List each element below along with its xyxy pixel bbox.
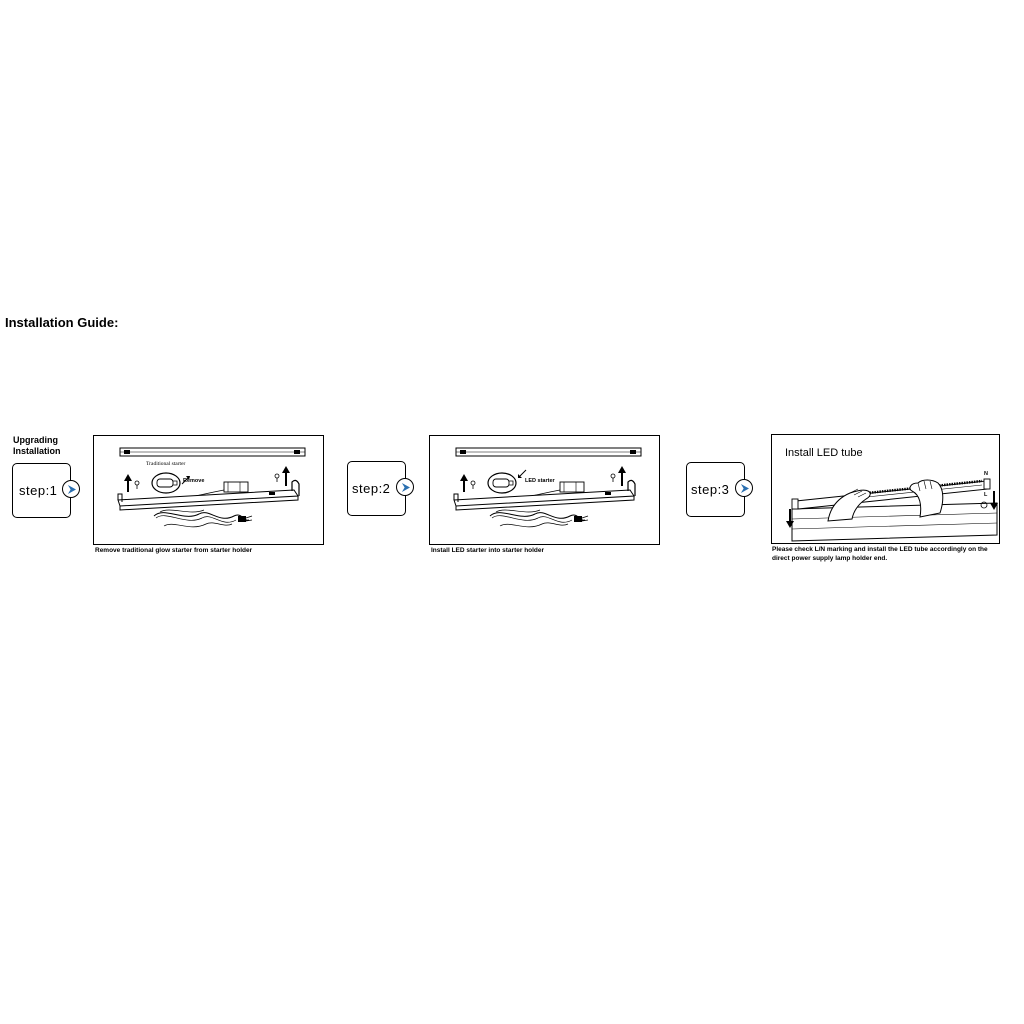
line-marker-label: L <box>984 492 988 498</box>
page-title: Installation Guide: <box>5 315 119 330</box>
step-2-label: step:2 <box>352 481 391 496</box>
step-1-panel <box>93 435 324 545</box>
upgrading-label-line2: Installation <box>13 446 61 456</box>
step-1-caption: Remove traditional glow starter from starter holder <box>95 547 253 554</box>
step-3-caption-line2: direct power supply lamp holder end. <box>772 555 888 562</box>
led-starter-label: LED starter <box>525 478 555 484</box>
traditional-starter-label: Traditional starter <box>146 461 186 467</box>
play-arrow-icon <box>67 485 76 494</box>
remove-label: Remove <box>183 478 205 484</box>
step-3-caption-line1: Please check L/N marking and install the LED tube accordingly on the <box>772 546 988 553</box>
step-2-caption: Install LED starter into starter holder <box>431 547 545 554</box>
step-3-caption <box>772 545 1022 563</box>
step-3-label: step:3 <box>691 482 730 497</box>
upgrading-installation-label <box>13 435 83 457</box>
step-1-arrow-button[interactable] <box>62 480 80 498</box>
upgrading-label-line1: Upgrading <box>13 435 58 445</box>
step-3-arrow-button[interactable] <box>735 479 753 497</box>
neutral-marker-label: N <box>984 471 988 477</box>
step-2-arrow-button[interactable] <box>396 478 414 496</box>
install-led-tube-heading: Install LED tube <box>785 447 863 459</box>
step-2-panel <box>429 435 660 545</box>
play-arrow-icon <box>401 483 410 492</box>
step-3-illustration <box>772 435 998 542</box>
step-3-panel <box>771 434 1000 544</box>
play-arrow-icon <box>740 484 749 493</box>
step-2-illustration <box>430 436 658 543</box>
step-1-illustration <box>94 436 322 543</box>
step-1-label: step:1 <box>19 483 58 498</box>
